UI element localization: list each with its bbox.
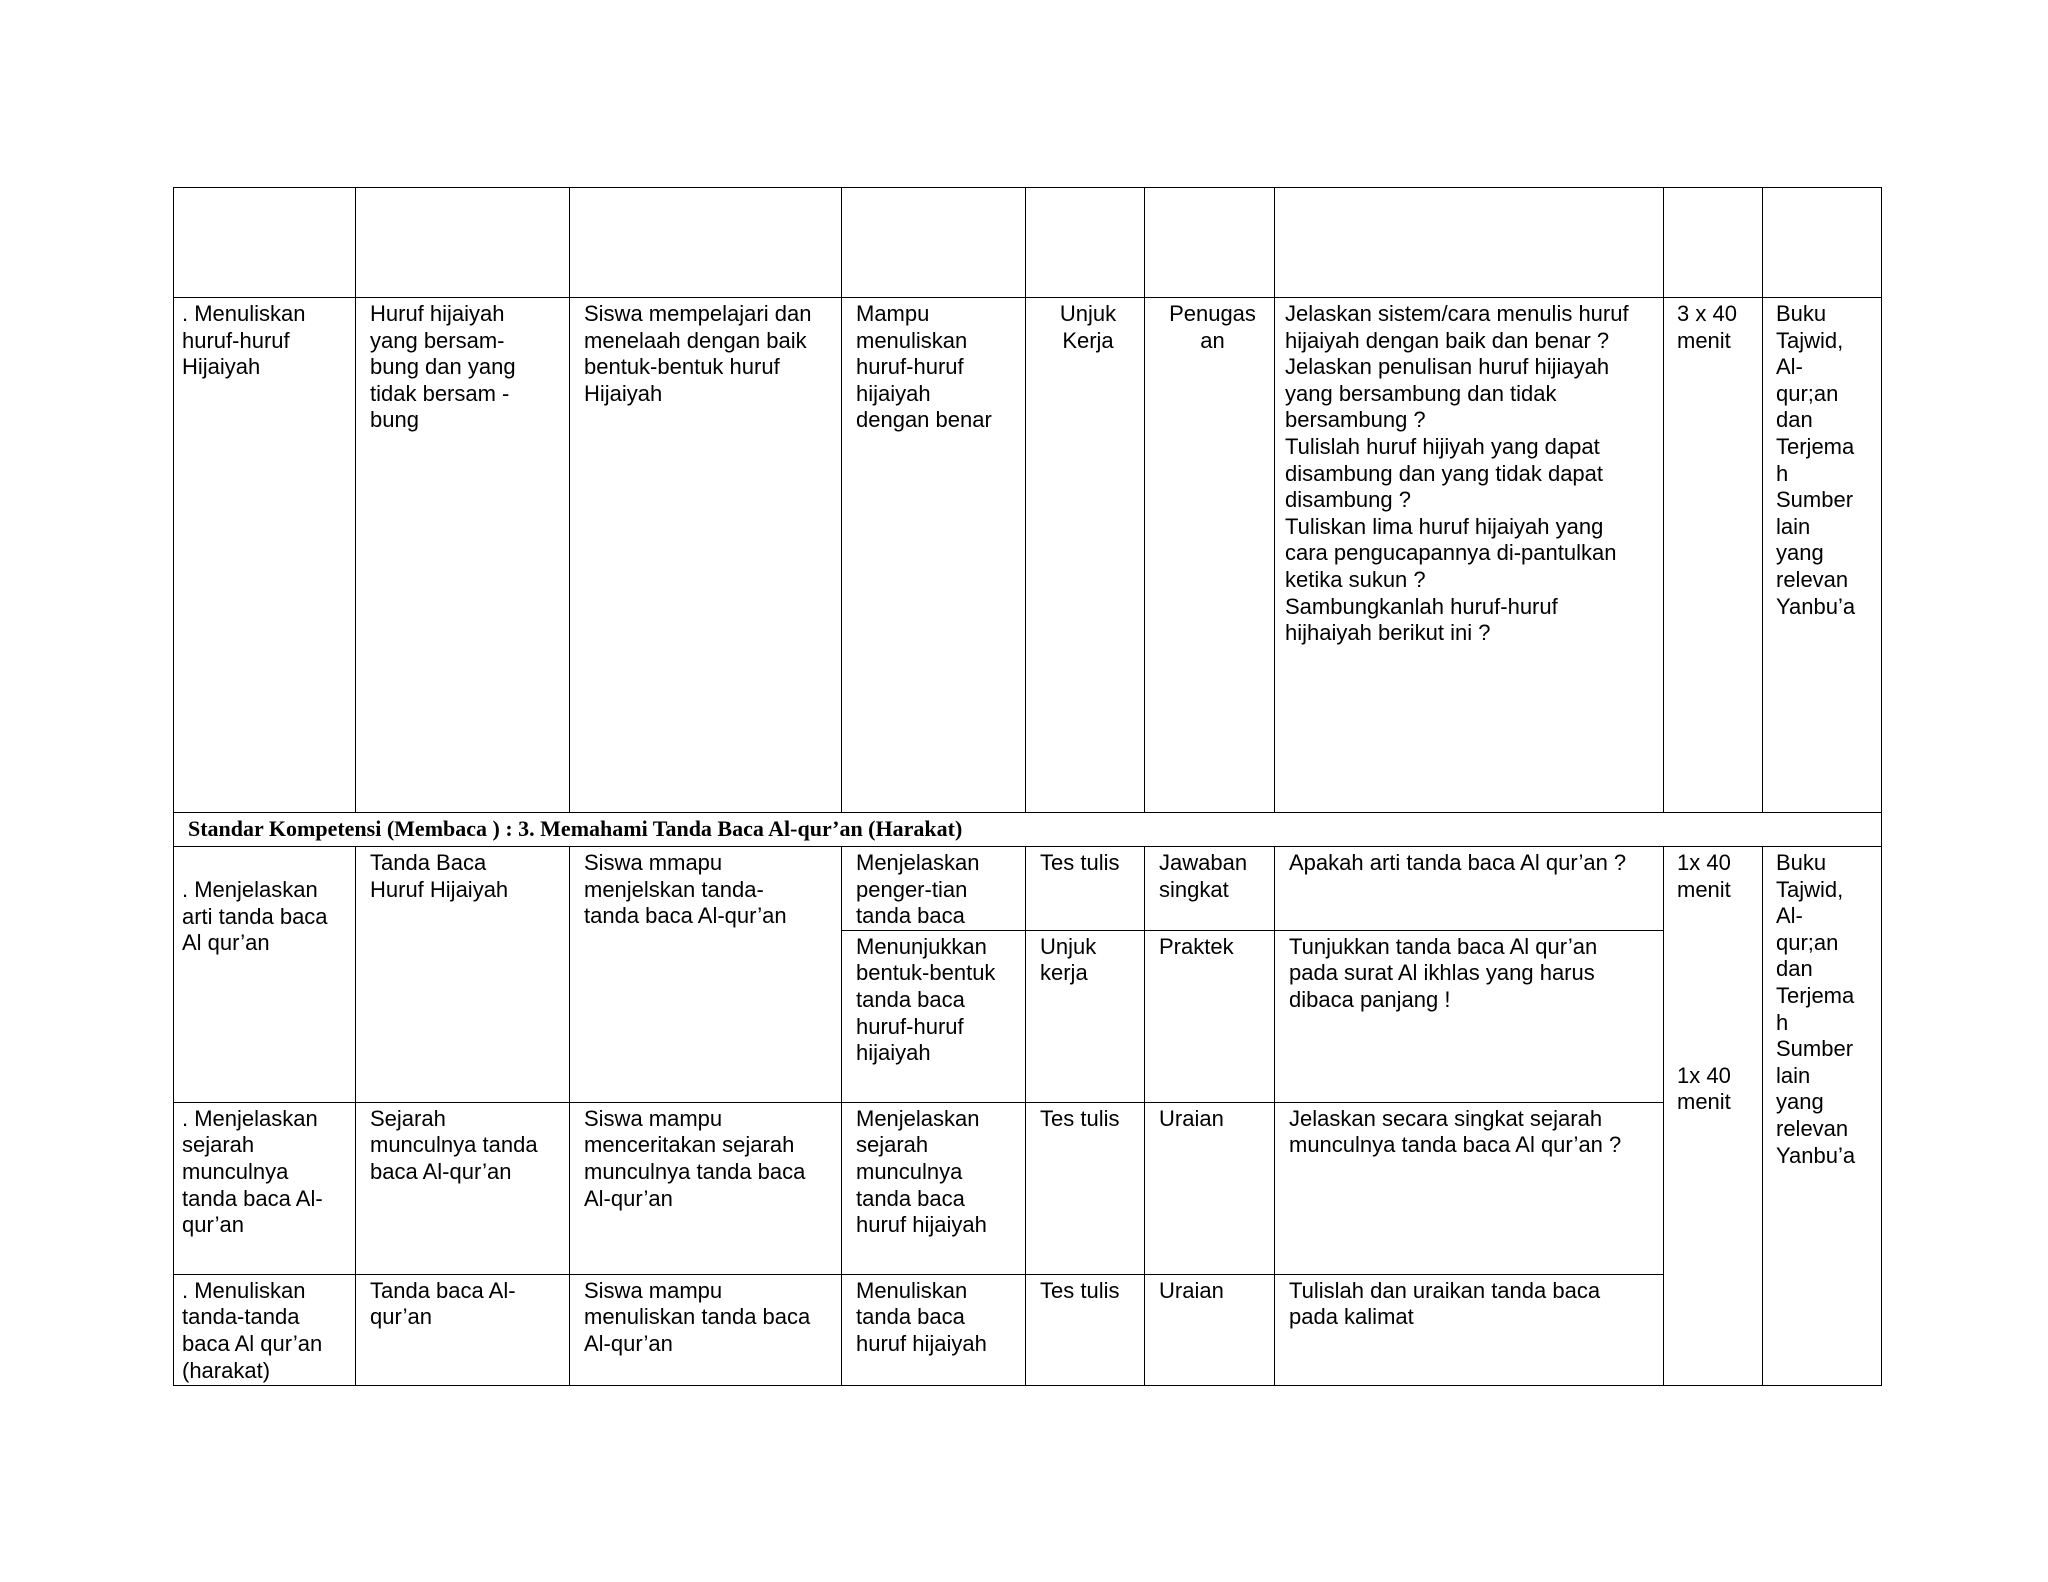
indikator-cell: Mampu menuliskan huruf-huruf hijaiyah dengan benar [842,298,1026,813]
indikator-cell: Menunjukkan bentuk-bentuk tanda baca huruf-huruf hijaiyah [842,930,1026,1102]
standar-kompetensi-heading: Standar Kompetensi (Membaca ) : 3. Memahami Tanda Baca Al-qur’an (Harakat) [174,813,1882,847]
table-row [174,298,1882,813]
teknik-cell: Unjuk Kerja [1026,298,1145,813]
materi-cell: Tanda Baca Huruf Hijaiyah [356,847,570,1103]
soal-cell: Tunjukkan tanda baca Al qur’an pada surat Al ikhlas yang harus dibaca panjang ! [1275,930,1664,1102]
table-row [174,1274,1882,1385]
empty-cell [1026,188,1145,298]
sumber-cell: Buku Tajwid, Al- qur;an dan Terjema h Sumber lain yang relevan Yanbu’a [1763,298,1882,813]
kd-cell: . Menuliskan tanda-tanda baca Al qur’an (harakat) [174,1274,356,1385]
kegiatan-cell: Siswa mampu menceritakan sejarah munculnya tanda baca Al-qur’an [570,1102,842,1274]
bentuk-cell: Penugas an [1145,298,1275,813]
empty-cell [1275,188,1664,298]
empty-cell [842,188,1026,298]
sumber-group-cell: Buku Tajwid, Al- qur;an dan Terjema h Sumber lain yang relevan Yanbu’a [1763,847,1882,1386]
teknik-cell: Tes tulis [1026,1274,1145,1385]
indikator-cell: Menjelaskan sejarah munculnya tanda baca huruf hijaiyah [842,1102,1026,1274]
bentuk-cell: Uraian [1145,1102,1275,1274]
waktu-cell: 3 x 40 menit [1664,298,1763,813]
materi-cell: Tanda baca Al- qur’an [356,1274,570,1385]
empty-cell [1145,188,1275,298]
empty-cell [570,188,842,298]
soal-cell: Apakah arti tanda baca Al qur’an ? [1275,847,1664,931]
teknik-cell: Unjuk kerja [1026,930,1145,1102]
empty-cell [1763,188,1882,298]
empty-cell [174,188,356,298]
table-row [174,847,1882,931]
bentuk-cell: Jawaban singkat [1145,847,1275,931]
standar-kompetensi-row [174,813,1882,847]
kegiatan-cell: Siswa mempelajari dan menelaah dengan baik bentuk-bentuk huruf Hijaiyah [570,298,842,813]
soal-cell: Jelaskan sistem/cara menulis huruf hijaiyah dengan baik dan benar ? Jelaskan penulisan huruf hijiayah yang bersambung dan tidak bersambung ? Tulislah huruf hijiyah yang dapat disambung dan yang tidak dapat disambung ? Tuliskan lima huruf hijaiyah yang cara pengucapannya di-pantulkan ketika sukun ? Sambungkanlah huruf-huruf hijhaiyah berikut ini ? [1275,298,1664,813]
kd-cell: . Menjelaskan arti tanda baca Al qur’an [174,847,356,1103]
empty-header-row [174,188,1882,298]
syllabus-table [173,187,1882,1386]
soal-cell: Tulislah dan uraikan tanda baca pada kalimat [1275,1274,1664,1385]
empty-cell [1664,188,1763,298]
teknik-cell: Tes tulis [1026,847,1145,931]
empty-cell [356,188,570,298]
bentuk-cell: Uraian [1145,1274,1275,1385]
indikator-cell: Menuliskan tanda baca huruf hijaiyah [842,1274,1026,1385]
soal-cell: Jelaskan secara singkat sejarah munculnya tanda baca Al qur’an ? [1275,1102,1664,1274]
materi-cell: Huruf hijaiyah yang bersam- bung dan yang tidak bersam - bung [356,298,570,813]
bentuk-cell: Praktek [1145,930,1275,1102]
kegiatan-cell: Siswa mampu menuliskan tanda baca Al-qur’an [570,1274,842,1385]
materi-cell: Sejarah munculnya tanda baca Al-qur’an [356,1102,570,1274]
waktu-group-cell: 1x 40 menit 1x 40 menit [1664,847,1763,1386]
indikator-cell: Menjelaskan penger-tian tanda baca [842,847,1026,931]
kd-cell: . Menuliskan huruf-huruf Hijaiyah [174,298,356,813]
teknik-cell: Tes tulis [1026,1102,1145,1274]
kd-cell: . Menjelaskan sejarah munculnya tanda baca Al- qur’an [174,1102,356,1274]
table-row [174,1102,1882,1274]
kegiatan-cell: Siswa mmapu menjelskan tanda- tanda baca Al-qur’an [570,847,842,1103]
